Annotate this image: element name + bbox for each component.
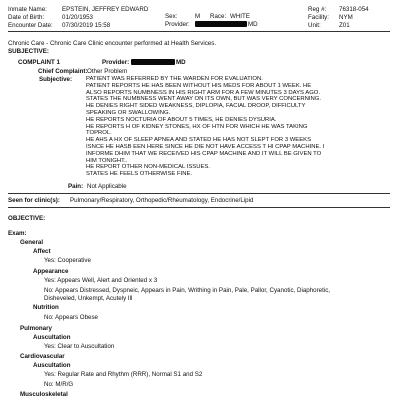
objective-heading: OBJECTIVE: — [8, 215, 46, 222]
narrative-line: STATES HE FEELS OTHERWISE FINE. — [86, 171, 193, 178]
appearance-heading: Appearance — [33, 268, 69, 275]
facility-label: Facility: — [308, 14, 329, 21]
pain-value: Not Applicable — [87, 183, 127, 190]
dob-value: 01/20/1953 — [62, 14, 93, 21]
pain-label: Pain: — [68, 183, 84, 190]
narrative-line: HE AHS A HX OF SLEEP APNEA AND STATED HE HAS NOT SLEPT FOR 3 WEEKS — [86, 137, 312, 144]
pulmonary-heading: Pulmonary — [20, 325, 52, 332]
cardio-no: No: M/R/G — [44, 381, 74, 388]
redacted-provider-name — [195, 21, 247, 27]
appearance-yes: Yes: Appears Well, Alert and Oriented x 3 — [44, 277, 158, 284]
pulmonary-yes: Yes: Clear to Auscultation — [44, 343, 115, 350]
redacted-complaint-provider — [131, 59, 175, 65]
general-heading: General — [20, 239, 44, 246]
provider-suffix: MD — [248, 21, 258, 28]
nutrition-no: No: Appears Obese — [44, 314, 99, 321]
race-label: Race: — [210, 13, 227, 20]
unit-value: Z01 — [339, 22, 350, 29]
provider-label: Provider: — [165, 21, 190, 28]
encounter-date-label: Encounter Date: — [8, 22, 53, 29]
encounter-date-value: 07/30/2019 15:58 — [62, 22, 111, 29]
narrative-line: TOPROL. — [86, 130, 112, 137]
subjective-label: Subjective: — [39, 76, 73, 83]
narrative-line: SPEAKING OR SWALLOWING. — [86, 109, 171, 116]
affect-heading: Affect — [33, 248, 51, 255]
narrative-line: ISNCE HE HASB EEN HERE SINCE HE DIE NOT HAVE ACCESS T HI CPAP MACHINE. I — [86, 143, 325, 150]
chief-complaint-value: Other Problem — [87, 68, 128, 75]
narrative-line: HE REPORT OTHER NON-MEDICAL ISSUES. — [86, 164, 210, 171]
encounter-line: Chronic Care - Chronic Care Clinic encounter performed at Health Services. — [8, 40, 217, 47]
inmate-name-label: Inmate Name: — [8, 6, 47, 13]
chief-complaint-label: Chief Complaint: — [38, 68, 88, 75]
musculoskeletal-heading: Musculoskeletal — [20, 391, 68, 398]
seen-for-divider — [8, 207, 390, 208]
seen-for-value: Pulmonary/Respiratory, Orthopedic/Rheumatology, Endocrine/Lipid — [70, 197, 254, 204]
facility-value: NYM — [339, 14, 353, 21]
complaint-label: COMPLAINT 1 — [18, 59, 60, 66]
subjective-narrative — [86, 76, 386, 178]
sex-value: M — [195, 13, 201, 20]
appearance-no-line2: Disheveled, Unkempt, Acutely Ill — [44, 295, 133, 302]
subjective-divider — [8, 193, 390, 194]
inmate-name: EPSTEIN, JEFFREY EDWARD — [62, 6, 149, 13]
exam-label: Exam: — [8, 230, 27, 237]
nutrition-heading: Nutrition — [33, 304, 59, 311]
narrative-line: ALSO REPORTS NUMBNESS IN HIS RIGHT ARM FOR A FEW MINUTES 3 DAYS AGO. — [86, 89, 321, 96]
narrative-line: HE REPORTS H OF KIDNEY STONES, HX OF HTN FOR WHICH HE WAS TAKING — [86, 123, 308, 130]
subjective-heading: SUBJECTIVE: — [8, 48, 49, 55]
reg-value: 76318-054 — [339, 6, 369, 13]
header-divider — [8, 31, 390, 32]
affect-yes: Yes: Cooperative — [44, 257, 91, 264]
race-value: WHITE — [230, 13, 250, 20]
dob-label: Date of Birth: — [8, 14, 45, 21]
narrative-line: INFORME DHIM THAT WE RECEIVED HIS CPAP MACHINE AND IT WILL BE GIVEN TO — [86, 150, 322, 157]
narrative-line: HE REPORTS NOCTURIA OF ABOUT 5 TIMES, HE DENIES DYSURIA. — [86, 116, 277, 123]
seen-for-label: Seen for clinic(s): — [8, 197, 60, 204]
cardiovascular-heading: Cardiovascular — [20, 353, 65, 360]
sex-label: Sex: — [165, 13, 178, 20]
narrative-line: STATES THE NUMBNESS WENT AWAY ON ITS OWN, BUT WAS VERY CONCERNING. — [86, 96, 321, 103]
narrative-line: PATIENT REPORTS HE HAS BEEN WITHOUT HIS MEDS FOR ABOUT 1 WEEK. HE — [86, 82, 312, 89]
reg-label: Reg #: — [308, 6, 327, 13]
appearance-no-line1: No: Appears Distressed, Dyspneic, Appears in Pain, Writhing in Pain, Pale, Pallor, Cyanotic, Diaphoretic, — [44, 287, 331, 294]
cardio-yes: Yes: Regular Rate and Rhythm (RRR), Normal S1 and S2 — [44, 371, 203, 378]
narrative-line: PATIENT WAS REFERRED BY THE WARDEN FOR EVALUATION. — [86, 76, 263, 82]
complaint-provider-label: Provider: — [102, 59, 130, 66]
cardio-auscultation-heading: Auscultation — [33, 362, 71, 369]
pulmonary-auscultation-heading: Auscultation — [33, 334, 71, 341]
narrative-line: HIM TONIGHT.. — [86, 157, 128, 164]
complaint-provider-suffix: MD — [176, 59, 186, 66]
unit-label: Unit: — [308, 22, 321, 29]
narrative-line: HE DENIES RIGHT SIDED WEAKNESS, DIPLOPIA, FACIAL DROOP, DIFFICULTY — [86, 103, 306, 110]
